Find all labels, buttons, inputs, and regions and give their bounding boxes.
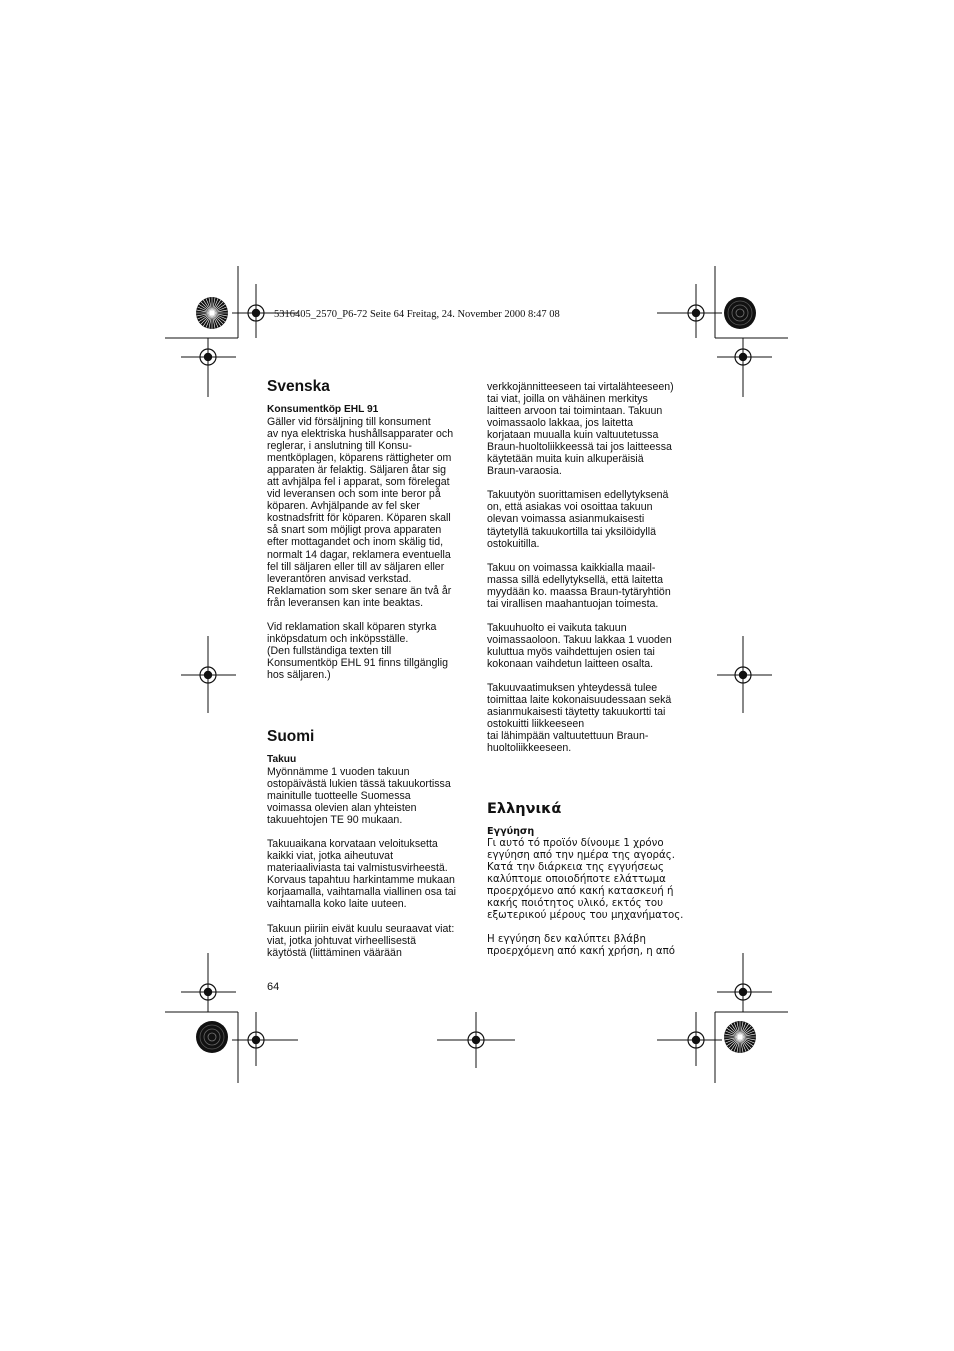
text-line: apparaten är felaktig. Säljaren åtar sig bbox=[267, 464, 447, 477]
text-line: kostnadsfritt för köparen. Köparen skall bbox=[267, 512, 451, 525]
suomi-right-para5 bbox=[487, 682, 692, 754]
text-line: takuuehtojen TE 90 mukaan. bbox=[267, 814, 403, 827]
text-line: korjaamalla, vaihtamalla viallinen osa tai bbox=[267, 886, 457, 899]
text-line: inköpsdatum och inköpsställe. bbox=[267, 632, 409, 645]
text-line: ostopäivästä lukien tässä takuukortissa bbox=[267, 778, 451, 791]
suomi-right-para1 bbox=[487, 381, 692, 477]
greek-subtitle: Εγγύηση bbox=[487, 826, 535, 837]
text-line: kaikki viat, jotka aiheutuvat bbox=[267, 850, 394, 863]
suomi-right-para3 bbox=[487, 562, 692, 610]
greek-para2 bbox=[487, 934, 692, 958]
text-line: voimassa olevien alan yhteisten bbox=[267, 802, 417, 815]
text-line: huoltoliikkeeseen. bbox=[487, 742, 572, 755]
text-line: verkkojännitteeseen tai virtalähteeseen) bbox=[487, 381, 674, 393]
svenska-para1 bbox=[267, 416, 467, 609]
suomi-right-para2 bbox=[487, 489, 692, 549]
text-line: Takuu on voimassa kaikkialla maail- bbox=[487, 561, 656, 574]
text-line: καλύπτομε οποιοδήποτε ελάττωμα bbox=[487, 874, 666, 886]
print-header: 5316405_2570_P6-72 Seite 64 Freitag, 24. November 2000 8:47 08 bbox=[274, 309, 560, 320]
greek-column bbox=[487, 800, 692, 958]
suomi-para2 bbox=[267, 838, 467, 910]
suomi-title: Suomi bbox=[267, 728, 315, 745]
text-line: προερχόμενο από κακή κατασκευή ή bbox=[487, 886, 674, 898]
text-line: tai virallisen maahantuojan toimesta. bbox=[487, 597, 659, 610]
text-line: myydään ko. maassa Braun-tytäryhtiön bbox=[487, 585, 671, 598]
suomi-para3 bbox=[267, 923, 467, 959]
svenska-para2 bbox=[267, 621, 467, 681]
suomi-right-para4 bbox=[487, 622, 692, 670]
text-line: Takuuhuolto ei vaikuta takuun bbox=[487, 621, 627, 634]
text-line: Braun-varaosia. bbox=[487, 465, 562, 478]
suomi-para1 bbox=[267, 766, 467, 826]
text-line: mainitulle tuotteelle Suomessa bbox=[267, 790, 411, 803]
text-line: av nya elektriska hushållsapparater och bbox=[267, 428, 454, 441]
text-line: viat, jotka johtuvat virheellisestä bbox=[267, 934, 416, 947]
text-line: vaihtamalla koko laite uuteen. bbox=[267, 898, 407, 911]
text-line: så snart som möjligt prova apparaten bbox=[267, 524, 442, 537]
text-line: normalt 14 dagar, reklamera eventuella bbox=[267, 548, 451, 561]
suomi-subtitle: Takuu bbox=[267, 754, 297, 765]
text-line: Korvaus tapahtuu harkintamme mukaan bbox=[267, 874, 455, 887]
text-line: tai viat, joilla on vähäinen merkitys bbox=[487, 393, 648, 406]
text-line: voimassaolo lakkaa, jos laitetta bbox=[487, 417, 634, 430]
text-line: Vid reklamation skall köparen styrka bbox=[267, 620, 437, 633]
left-column bbox=[267, 378, 467, 681]
text-line: från leveransen kan inte beaktas. bbox=[267, 596, 424, 609]
text-line: on, että asiakas voi osoittaa takuun bbox=[487, 501, 653, 514]
text-line: kokonaan vaihdetun laitteen osalta. bbox=[487, 657, 654, 670]
text-line: hos säljaren.) bbox=[267, 668, 331, 681]
text-line: εξωτερικού μέρους του μηχανήματος. bbox=[487, 910, 684, 922]
text-line: täytetyllä takuukortilla tai yksilöidyllä bbox=[487, 525, 656, 538]
text-line: εγγύηση από την ημέρα της αγοράς. bbox=[487, 850, 675, 862]
text-line: Takuun piiriin eivät kuulu seuraavat viat: bbox=[267, 922, 455, 935]
text-line: Konsumentköp EHL 91 finns tillgänglig bbox=[267, 656, 448, 669]
text-line: Κατά την διάρκεια της εγγυήσεως bbox=[487, 862, 664, 874]
text-line: κακής ποιότητος υλικό, εκτός του bbox=[487, 898, 664, 910]
text-line: (Den fullständiga texten till bbox=[267, 644, 392, 657]
suomi-left-column bbox=[267, 728, 467, 959]
page-number: 64 bbox=[267, 981, 280, 993]
text-line: massa sillä edellytyksellä, että laitetta bbox=[487, 573, 664, 586]
text-line: Η εγγύηση δεν καλύπτει βλάβη bbox=[487, 934, 646, 946]
text-line: voimassaoloon. Takuu lakkaa 1 vuoden bbox=[487, 633, 672, 646]
text-line: ostokuitilla. bbox=[487, 537, 540, 550]
text-line: korjataan muualla kuin valtuutetussa bbox=[487, 429, 659, 442]
text-line: att avhjälpa fel i apparat, som förelegat bbox=[267, 476, 450, 489]
text-line: materiaaliviasta tai valmistusvirheestä. bbox=[267, 862, 448, 875]
text-line: kuluttua myös vaihdettujen osien tai bbox=[487, 645, 655, 658]
svenska-subtitle: Konsumentköp EHL 91 bbox=[267, 404, 379, 415]
text-line: Gäller vid försäljning till konsument bbox=[267, 416, 431, 428]
text-line: leverantören anvisad verkstad. bbox=[267, 572, 412, 585]
text-line: asianmukaisesti täytetty takuukortti tai bbox=[487, 706, 666, 719]
text-line: käytetään muita kuin alkuperäisiä bbox=[487, 453, 644, 466]
text-line: laitteen arvoon tai toimintaan. Takuun bbox=[487, 405, 663, 418]
text-line: Reklamation som sker senare än två år bbox=[267, 584, 452, 597]
text-line: Braun-huoltoliikkeessä tai jos laitteessa bbox=[487, 441, 672, 454]
text-line: mentköplagen, köparens rättigheter om bbox=[267, 452, 452, 465]
text-line: tai lähimpään valtuutettuun Braun- bbox=[487, 730, 649, 743]
svenska-title: Svenska bbox=[267, 378, 330, 395]
text-line: fel till säljaren eller till av säljaren eller bbox=[267, 560, 445, 573]
text-line: Γι αυτό τό προϊόν δίνουμε 1 χρόνο bbox=[487, 838, 664, 849]
text-line: προερχόμενη από κακή χρήση, η από bbox=[487, 946, 676, 958]
text-line: ostokuitti liikkeeseen bbox=[487, 718, 585, 731]
text-line: toimittaa laite kokonaisuudessaan sekä bbox=[487, 694, 672, 707]
greek-para1 bbox=[487, 838, 692, 922]
greek-title: Ελληνικά bbox=[487, 801, 562, 817]
text-line: vid leveransen och som inte beror på bbox=[267, 488, 441, 501]
text-line: efter mottagandet och inom skälig tid, bbox=[267, 536, 444, 549]
text-line: Myönnämme 1 vuoden takuun bbox=[267, 766, 410, 778]
text-line: käytöstä (liittäminen väärään bbox=[267, 946, 402, 959]
text-line: Takuuaikana korvataan veloituksetta bbox=[267, 838, 438, 851]
text-line: köparen. Avhjälpande av fel sker bbox=[267, 500, 420, 513]
text-line: Takuutyön suorittamisen edellytyksenä bbox=[487, 489, 669, 502]
text-line: Takuuvaatimuksen yhteydessä tulee bbox=[487, 681, 658, 694]
right-column bbox=[487, 381, 692, 754]
text-line: reglerar, i anslutning till Konsu- bbox=[267, 440, 412, 453]
text-line: olevan voimassa asianmukaisesti bbox=[487, 513, 645, 526]
